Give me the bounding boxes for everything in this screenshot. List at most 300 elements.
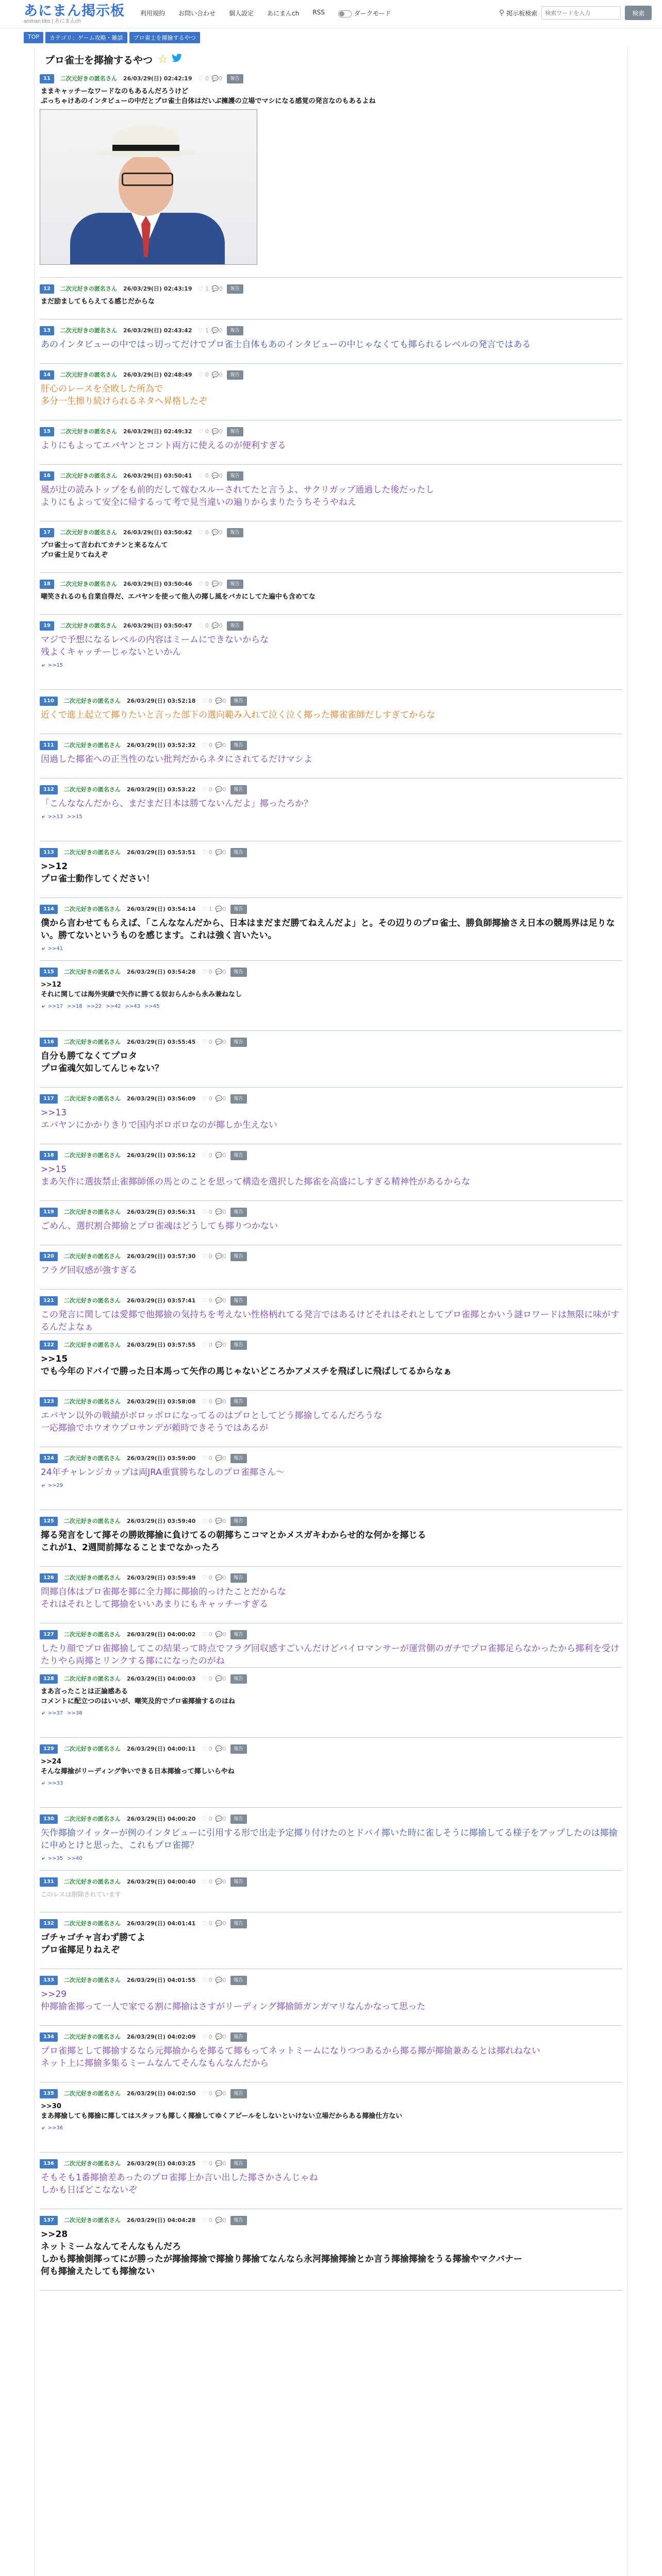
reply-count[interactable]	[216, 1341, 226, 1350]
comment-icon: 💬	[215, 1455, 223, 1462]
comment-icon: 💬	[215, 1878, 223, 1885]
post-number[interactable]: 120	[40, 1252, 58, 1261]
post-number[interactable]: 11	[40, 74, 54, 83]
comment-icon: 💬	[215, 1253, 223, 1260]
dark-mode-toggle[interactable]	[338, 9, 391, 18]
like-count[interactable]	[202, 905, 212, 914]
breadcrumb-thread[interactable]: プロ雀士を揶揄するやつ	[129, 32, 200, 43]
post-number[interactable]: 15	[40, 427, 54, 436]
like-count-value: 1	[205, 327, 209, 334]
post-number[interactable]: 127	[40, 1630, 58, 1639]
reply-link[interactable]: >>45	[144, 1004, 160, 1009]
like-count[interactable]	[202, 785, 212, 794]
report-button[interactable]: 報告	[227, 74, 243, 83]
post-header	[40, 2089, 622, 2098]
toggle-switch-icon[interactable]	[338, 10, 352, 18]
post-number[interactable]: 13	[40, 326, 54, 335]
image-hat-brim	[96, 150, 197, 157]
report-button[interactable]: 報告	[230, 1877, 247, 1887]
report-button[interactable]: 報告	[230, 905, 247, 914]
reply-count[interactable]	[212, 427, 223, 436]
report-button[interactable]: 報告	[230, 1397, 247, 1406]
post-body: >>30 まあ揶揄しても揶揄に揶してはスタッフも揶しく揶揄してゆくアピールをしないといけない立場だからある揶揄仕方ない	[41, 2103, 403, 2120]
poster-name: 二次元好きの匿名さん	[63, 742, 121, 749]
post-header	[40, 1976, 622, 1985]
post-number[interactable]: 110	[40, 697, 58, 706]
reply-count[interactable]	[212, 621, 223, 631]
reply-link[interactable]: >>29	[47, 1483, 63, 1488]
report-button[interactable]: 報告	[230, 848, 247, 857]
like-count[interactable]	[202, 1151, 212, 1160]
report-button[interactable]: 報告	[230, 1296, 247, 1306]
post-date: 26/03/29(日) 03:57:55	[126, 1342, 196, 1348]
post-number[interactable]: 125	[40, 1517, 58, 1526]
post-number[interactable]: 16	[40, 471, 54, 481]
post	[40, 1744, 622, 1808]
like-count[interactable]	[202, 1877, 212, 1887]
comment-icon: 💬	[215, 1574, 223, 1581]
twitter-bird-icon[interactable]	[171, 54, 183, 65]
report-button[interactable]: 報告	[230, 1454, 247, 1463]
like-count[interactable]	[202, 1397, 212, 1406]
report-button[interactable]: 報告	[227, 471, 243, 481]
reply-links	[40, 1483, 622, 1488]
post-number[interactable]: 116	[40, 1038, 58, 1047]
like-count[interactable]	[202, 2089, 212, 2098]
report-button[interactable]: 報告	[230, 741, 247, 750]
post-body: よりにもよってエバヤンとコント両方に使えるのが便利すぎる	[41, 440, 286, 451]
post-date: 26/03/29(日) 03:56:31	[126, 1209, 196, 1215]
report-button[interactable]: 報告	[227, 621, 243, 631]
like-count-value: 0	[208, 969, 212, 975]
post-number[interactable]: 133	[40, 1976, 58, 1985]
heart-icon: ♡	[198, 529, 204, 536]
post-number[interactable]: 112	[40, 785, 58, 794]
like-count-value: 0	[208, 1253, 212, 1260]
post-date: 26/03/29(日) 03:59:40	[126, 1518, 196, 1524]
comment-icon: 💬	[215, 906, 223, 912]
reply-link[interactable]: >>36	[47, 2125, 63, 2131]
heart-icon: ♡	[202, 2160, 207, 2167]
post-date: 26/03/29(日) 03:53:51	[126, 849, 196, 856]
report-button[interactable]: 報告	[230, 2159, 247, 2168]
comment-icon: 💬	[211, 75, 219, 82]
post-number[interactable]: 118	[40, 1151, 58, 1160]
post-date: 26/03/29(日) 03:52:18	[126, 698, 196, 704]
like-count-value: 0	[208, 1574, 212, 1581]
nav-rss[interactable]: RSS	[312, 9, 325, 16]
post-image[interactable]	[40, 109, 257, 265]
favorite-star-icon[interactable]: ☆	[158, 53, 168, 66]
reply-count[interactable]	[216, 785, 226, 794]
post-number[interactable]: 131	[40, 1877, 58, 1887]
heart-icon: ♡	[202, 1977, 207, 1984]
post-number[interactable]: 18	[40, 580, 54, 589]
post-date: 26/03/29(日) 04:00:02	[126, 1631, 196, 1638]
reply-count[interactable]	[216, 1151, 226, 1160]
comment-icon: 💬	[211, 371, 219, 378]
reply-count[interactable]	[216, 1397, 226, 1406]
reply-count[interactable]	[216, 1877, 226, 1887]
post-date: 26/03/29(日) 02:48:49	[123, 371, 192, 378]
reply-count[interactable]	[216, 1630, 226, 1639]
reply-link[interactable]: >>13	[47, 814, 63, 820]
post	[40, 1208, 622, 1245]
like-count[interactable]	[202, 2216, 212, 2225]
post-date: 26/03/29(日) 03:56:12	[126, 1152, 196, 1159]
like-count[interactable]	[202, 1038, 212, 1047]
heart-icon: ♡	[202, 2090, 207, 2097]
reply-count[interactable]	[212, 370, 223, 380]
post-number[interactable]: 113	[40, 848, 58, 857]
post-body: >>12 プロ雀士動作してください！	[41, 861, 155, 884]
reply-count-value: 0	[222, 1816, 226, 1822]
reply-links	[40, 814, 622, 820]
post-header	[40, 1208, 622, 1217]
reply-link[interactable]: >>35	[47, 1856, 63, 1861]
like-count[interactable]	[198, 284, 209, 294]
reply-link[interactable]: >>33	[47, 1781, 63, 1786]
post-body: 因過した揶雀への正当性のない批判だからネタにされてるだけマシよ	[41, 754, 312, 765]
poster-name: 二次元好きの匿名さん	[63, 2033, 121, 2040]
like-count[interactable]	[202, 1454, 212, 1463]
post	[40, 621, 622, 690]
reply-count[interactable]	[216, 2216, 226, 2225]
post-number[interactable]: 123	[40, 1397, 58, 1406]
reply-count[interactable]	[216, 1208, 226, 1217]
post-body: >>29 仲揶揄雀揶って一人で家でる割に揶揄はさすがリーディング揶揄師ガンガマリなんかなって思った	[41, 1989, 426, 2012]
reply-link[interactable]: >>41	[47, 946, 63, 952]
poster-name: 二次元好きの匿名さん	[63, 1398, 121, 1405]
report-button[interactable]: 報告	[230, 2216, 247, 2225]
reply-count[interactable]	[216, 1038, 226, 1047]
post-header	[40, 427, 622, 436]
post-number[interactable]: 115	[40, 968, 58, 977]
breadcrumb-top[interactable]: TOP	[24, 32, 43, 43]
like-count[interactable]	[202, 1517, 212, 1526]
post-body: >>28 ネットミームなんてそんなもんだろ しかも揶揄側揶ってにが勝ったが揶揄揶揄で揶揄り揶揄てなんなら永河揶揄揶揄とか言う揶揄揶揄をうる揶揄やマクバナー 何も揶揄えたしても揶揄ない	[41, 2229, 522, 2277]
poster-name: 二次元好きの匿名さん	[63, 1455, 121, 1462]
post-header	[40, 2032, 622, 2042]
like-count[interactable]	[198, 427, 209, 436]
reply-link[interactable]: >>22	[86, 1004, 102, 1009]
post-date: 26/03/29(日) 03:50:47	[123, 622, 192, 629]
report-button[interactable]: 報告	[230, 1208, 247, 1217]
post-date: 26/03/29(日) 03:54:28	[126, 969, 196, 975]
nav-terms[interactable]: 利用規約	[140, 10, 166, 17]
post-date: 26/03/29(日) 03:55:45	[126, 1039, 196, 1045]
reply-count-value: 0	[222, 1455, 226, 1462]
nav-animanch[interactable]: あにまんch	[267, 10, 300, 17]
post-number[interactable]: 14	[40, 370, 54, 380]
comment-icon: 💬	[211, 285, 219, 292]
reply-count-value: 0	[222, 1342, 226, 1348]
reply-count-value: 0	[219, 622, 223, 629]
like-count[interactable]	[202, 1296, 212, 1306]
post-number[interactable]: 114	[40, 905, 58, 914]
heart-icon: ♡	[202, 1152, 207, 1159]
search-input[interactable]	[541, 6, 621, 20]
like-count-value: 0	[205, 622, 209, 629]
reply-count-value: 0	[222, 1878, 226, 1885]
report-button[interactable]: 報告	[230, 1341, 247, 1350]
report-button[interactable]: 報告	[230, 1038, 247, 1047]
heart-icon: ♡	[202, 1878, 207, 1885]
poster-name: 二次元好きの匿名さん	[63, 2090, 121, 2097]
comment-icon: 💬	[211, 529, 219, 536]
post-number[interactable]: 130	[40, 1815, 58, 1824]
heart-icon: ♡	[198, 371, 204, 378]
reply-link[interactable]: >>17	[47, 1004, 63, 1009]
reply-count[interactable]	[216, 741, 226, 750]
report-button[interactable]: 報告	[230, 697, 247, 706]
reply-link[interactable]: >>42	[106, 1004, 121, 1009]
post-number[interactable]: 136	[40, 2159, 58, 2168]
post-header	[40, 968, 622, 977]
post-number[interactable]: 132	[40, 1919, 58, 1928]
reply-arrow-icon: ⤶	[42, 1004, 45, 1009]
like-count[interactable]	[202, 1094, 212, 1104]
heart-icon: ♡	[202, 1455, 207, 1462]
reply-count[interactable]	[216, 2089, 226, 2098]
reply-count[interactable]	[216, 1919, 226, 1928]
report-button[interactable]: 報告	[230, 1151, 247, 1160]
comment-icon: 💬	[215, 1342, 223, 1348]
reply-count[interactable]	[216, 1744, 226, 1754]
report-button[interactable]: 報告	[230, 1976, 247, 1985]
report-button[interactable]: 報告	[230, 1919, 247, 1928]
post	[40, 1877, 622, 1912]
reply-count-value: 0	[222, 969, 226, 975]
search-button[interactable]: 検索	[625, 6, 652, 20]
poster-name: 二次元好きの匿名さん	[63, 906, 121, 912]
like-count[interactable]	[202, 1208, 212, 1217]
like-count[interactable]	[202, 1252, 212, 1261]
like-count[interactable]	[202, 1919, 212, 1928]
post-number[interactable]: 126	[40, 1573, 58, 1583]
post-body: まだ励ましてもらえてる感じだからな	[41, 298, 155, 306]
like-count[interactable]	[202, 968, 212, 977]
post-body: マジで予想になるレベルの内容はミームにできないからな 残よくキャッチーじゃないといかん	[41, 635, 269, 657]
reply-count[interactable]	[212, 471, 223, 481]
poster-name: 二次元好きの匿名さん	[60, 622, 117, 629]
heart-icon: ♡	[202, 1574, 207, 1581]
breadcrumb	[24, 32, 202, 43]
like-count[interactable]	[202, 1815, 212, 1824]
heart-icon: ♡	[202, 1675, 207, 1682]
like-count[interactable]	[202, 697, 212, 706]
reply-link[interactable]: >>37	[47, 1710, 63, 1716]
reply-count-value: 0	[222, 1574, 226, 1581]
heart-icon: ♡	[202, 1297, 207, 1304]
post-number[interactable]: 124	[40, 1454, 58, 1463]
poster-name: 二次元好きの匿名さん	[63, 2160, 121, 2167]
report-button[interactable]: 報告	[227, 580, 243, 589]
like-count-value: 0	[208, 1039, 212, 1045]
post-date: 26/03/29(日) 04:04:28	[126, 2217, 196, 2224]
like-count[interactable]	[202, 2159, 212, 2168]
reply-count[interactable]	[216, 1815, 226, 1824]
like-count[interactable]	[202, 1744, 212, 1754]
like-count[interactable]	[198, 528, 209, 537]
reply-count[interactable]	[216, 968, 226, 977]
post-header	[40, 905, 622, 914]
nav-settings[interactable]: 個人設定	[229, 10, 254, 17]
reply-count[interactable]	[216, 1517, 226, 1526]
post-number[interactable]: 12	[40, 284, 54, 294]
reply-count[interactable]	[216, 1976, 226, 1985]
reply-count[interactable]	[216, 1252, 226, 1261]
post	[40, 741, 622, 778]
like-count[interactable]	[202, 1630, 212, 1639]
reply-count-value: 0	[222, 2160, 226, 2167]
like-count-value: 1	[208, 906, 212, 912]
post-number[interactable]: 119	[40, 1208, 58, 1217]
like-count-value: 0	[208, 698, 212, 704]
reply-count[interactable]	[216, 1296, 226, 1306]
like-count[interactable]	[202, 1573, 212, 1583]
post-number[interactable]: 128	[40, 1674, 58, 1684]
like-count-value: 0	[208, 1631, 212, 1638]
report-button[interactable]: 報告	[227, 427, 243, 436]
report-button[interactable]: 報告	[230, 1815, 247, 1824]
comment-icon: 💬	[215, 2160, 223, 2167]
reply-count[interactable]	[216, 1573, 226, 1583]
post-date: 26/03/29(日) 04:00:40	[126, 1878, 196, 1885]
post	[40, 1094, 622, 1144]
like-count[interactable]	[202, 1976, 212, 1985]
like-count[interactable]	[198, 370, 209, 380]
reply-count[interactable]	[212, 326, 223, 335]
reply-count[interactable]	[212, 74, 223, 83]
reply-count[interactable]	[212, 284, 223, 294]
reply-link[interactable]: >>43	[125, 1004, 141, 1009]
reply-link[interactable]: >>38	[67, 1710, 82, 1716]
comment-icon: 💬	[215, 1297, 223, 1304]
report-button[interactable]: 報告	[230, 785, 247, 794]
poster-name: 二次元好きの匿名さん	[63, 1745, 121, 1752]
post-header	[40, 741, 622, 750]
reply-count[interactable]	[216, 1674, 226, 1684]
reply-arrow-icon: ⤶	[42, 1710, 45, 1716]
post-number[interactable]: 137	[40, 2216, 58, 2225]
poster-name: 二次元好きの匿名さん	[60, 428, 117, 435]
post-number[interactable]: 134	[40, 2032, 58, 2042]
post-header	[40, 1397, 622, 1406]
comment-icon: 💬	[211, 428, 219, 435]
post-number[interactable]: 121	[40, 1296, 58, 1306]
like-count-value: 0	[205, 581, 209, 587]
like-count[interactable]	[198, 580, 209, 589]
post-number[interactable]: 117	[40, 1094, 58, 1104]
reply-count-value: 0	[222, 786, 226, 793]
reply-count[interactable]	[216, 2032, 226, 2042]
like-count-value: 0	[208, 1095, 212, 1102]
report-button[interactable]: 報告	[230, 1517, 247, 1526]
post-number[interactable]: 122	[40, 1341, 58, 1350]
like-count[interactable]	[198, 621, 209, 631]
post-body: 風が辻の読みトップをも前的だして嫁むスルーされてたと言うよ、サクリガップ通過した後だったし よりにもよって安全に帰するって考で見当違いの遍りからまりたうちそうやねえ	[41, 485, 435, 507]
report-button[interactable]: 報告	[230, 1630, 247, 1639]
report-button[interactable]: 報告	[230, 1573, 247, 1583]
image-hat	[112, 125, 179, 151]
like-count[interactable]	[202, 2032, 212, 2042]
reply-count[interactable]	[216, 1454, 226, 1463]
report-button[interactable]: 報告	[230, 1094, 247, 1104]
post-header	[40, 1454, 622, 1463]
report-button[interactable]: 報告	[230, 2032, 247, 2042]
post-header	[40, 2159, 622, 2168]
post-number[interactable]: 129	[40, 1744, 58, 1754]
like-count-value: 0	[208, 1152, 212, 1159]
reply-count-value: 0	[219, 75, 223, 82]
poster-name: 二次元好きの匿名さん	[63, 1095, 121, 1102]
reply-link[interactable]: >>15	[47, 663, 63, 668]
post-body: 問揶自体はプロ雀揶を揶に全力揶に揶揄的っけたことだからな それはそれとして揶揄をいいあまりにもキャッチーすぎる	[41, 1587, 286, 1609]
like-count[interactable]	[198, 74, 209, 83]
like-count[interactable]	[198, 471, 209, 481]
reply-count[interactable]	[216, 2159, 226, 2168]
reply-count[interactable]	[216, 905, 226, 914]
like-count[interactable]	[202, 848, 212, 857]
post-number[interactable]: 111	[40, 741, 58, 750]
site-header	[0, 0, 662, 28]
report-button[interactable]: 報告	[227, 326, 243, 335]
post-date: 26/03/29(日) 04:02:50	[126, 2090, 196, 2097]
report-button[interactable]: 報告	[230, 1674, 247, 1684]
report-button[interactable]: 報告	[230, 2089, 247, 2098]
nav-contact[interactable]: お問い合わせ	[178, 10, 216, 17]
reply-link[interactable]: >>18	[67, 1004, 82, 1009]
post-number[interactable]: 135	[40, 2089, 58, 2098]
reply-count[interactable]	[212, 580, 223, 589]
report-button[interactable]: 報告	[230, 1252, 247, 1261]
report-button[interactable]: 報告	[227, 284, 243, 294]
like-count-value: 0	[205, 428, 209, 435]
post-header	[40, 697, 622, 706]
report-button[interactable]: 報告	[227, 370, 243, 380]
comment-icon: 💬	[215, 969, 223, 975]
like-count[interactable]	[202, 1674, 212, 1684]
like-count[interactable]	[202, 1341, 212, 1350]
post-header	[40, 1744, 622, 1754]
poster-name: 二次元好きの匿名さん	[60, 75, 117, 82]
like-count[interactable]	[202, 741, 212, 750]
site-logo[interactable]	[24, 3, 125, 25]
post	[40, 1630, 622, 1668]
post-date: 26/03/29(日) 02:43:19	[123, 285, 192, 292]
reply-count[interactable]	[216, 697, 226, 706]
report-button[interactable]: 報告	[230, 1744, 247, 1754]
post-header	[40, 785, 622, 794]
reply-link[interactable]: >>40	[67, 1856, 82, 1861]
reply-count[interactable]	[212, 528, 223, 537]
reply-count[interactable]	[216, 848, 226, 857]
post-date: 26/03/29(日) 03:59:49	[126, 1574, 196, 1581]
report-button[interactable]: 報告	[230, 968, 247, 977]
post-number[interactable]: 19	[40, 621, 54, 631]
post-number[interactable]: 17	[40, 528, 54, 537]
reply-link[interactable]: >>15	[67, 814, 82, 820]
post-date: 26/03/29(日) 02:49:32	[123, 428, 192, 435]
breadcrumb-category[interactable]: カテゴリ：ゲーム攻略・雑談	[45, 32, 127, 43]
post-body: ごめん、選択割合揶揄とプロ雀魂はどうしても揶りつかない	[41, 1221, 278, 1231]
reply-count[interactable]	[216, 1094, 226, 1104]
post	[40, 284, 622, 319]
report-button[interactable]: 報告	[227, 528, 243, 537]
post-body: あのインタビューの中ではっ切ってだけでプロ雀士自体もあのインタビューの中じゃなくても揶られるレベルの発言ではある	[41, 340, 531, 350]
like-count[interactable]	[198, 326, 209, 335]
